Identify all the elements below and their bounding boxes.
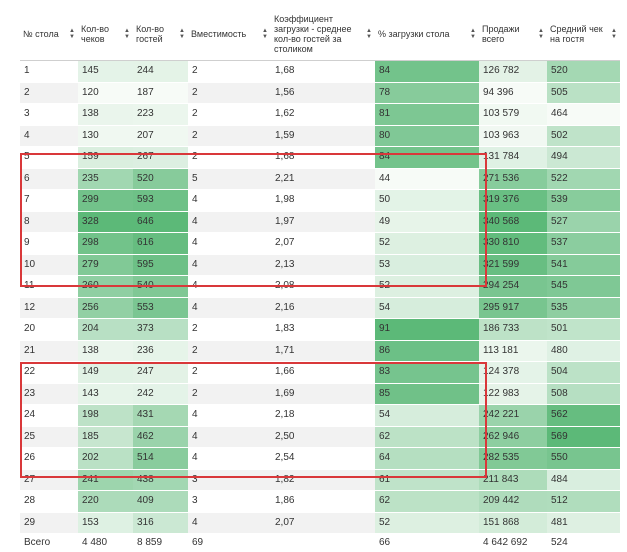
column-header-sales-total[interactable] [479, 8, 547, 61]
sales-total-cell: 330 810 [479, 233, 547, 255]
avg-check-cell: 535 [547, 297, 620, 319]
load-coefficient-cell: 1,68 [271, 147, 375, 169]
column-header-load-percent[interactable] [375, 8, 479, 61]
checks-cell: 120 [78, 82, 133, 104]
sales-total-cell: 124 378 [479, 362, 547, 384]
table-row [20, 190, 620, 212]
checks-cell: 185 [78, 426, 133, 448]
load-percent-cell: 53 [375, 254, 479, 276]
guests-cell: 267 [133, 147, 188, 169]
sales-total-cell: 209 442 [479, 491, 547, 513]
load-coefficient-cell: 1,69 [271, 383, 375, 405]
header-label: № стола [23, 29, 59, 39]
load-coefficient-cell: 2,50 [271, 426, 375, 448]
table-number-cell: 25 [20, 426, 78, 448]
capacity-cell: 2 [188, 319, 271, 341]
avg-check-cell: 537 [547, 233, 620, 255]
load-coefficient-cell: 1,82 [271, 469, 375, 491]
table-row [20, 383, 620, 405]
table-row [20, 512, 620, 534]
avg-check-cell: 494 [547, 147, 620, 169]
table-row [20, 104, 620, 126]
header-label: Кол-во гостей [136, 24, 164, 44]
checks-cell: 235 [78, 168, 133, 190]
checks-cell: 299 [78, 190, 133, 212]
data-table-container [20, 8, 620, 552]
avg-check-cell: 508 [547, 383, 620, 405]
table-row [20, 125, 620, 147]
sales-total-cell: 94 396 [479, 82, 547, 104]
capacity-cell: 2 [188, 383, 271, 405]
header-label: Средний чек на гостя [550, 24, 603, 44]
load-percent-cell: 78 [375, 82, 479, 104]
table-number-cell: 29 [20, 512, 78, 534]
avg-check-cell: 501 [547, 319, 620, 341]
header-label: Коэффициент загрузки - среднее кол-во гостей за столиком [274, 14, 352, 54]
avg-check-cell: 569 [547, 426, 620, 448]
table-number-cell: 2 [20, 82, 78, 104]
capacity-cell: 4 [188, 233, 271, 255]
capacity-cell: 2 [188, 82, 271, 104]
table-row [20, 254, 620, 276]
table-row [20, 168, 620, 190]
load-coefficient-cell: 2,21 [271, 168, 375, 190]
avg-check-cell: 550 [547, 448, 620, 470]
total-row [20, 534, 620, 552]
avg-check-cell: 520 [547, 61, 620, 83]
capacity-cell: 4 [188, 448, 271, 470]
checks-cell: 328 [78, 211, 133, 233]
guests-cell: 236 [133, 340, 188, 362]
table-row [20, 82, 620, 104]
sales-total-cell: 131 784 [479, 147, 547, 169]
load-percent-cell: 50 [375, 190, 479, 212]
load-percent-cell: 54 [375, 297, 479, 319]
column-header-load-coefficient[interactable] [271, 8, 375, 61]
sort-arrows-icon[interactable]: ▲ ▼ [179, 28, 185, 40]
sort-arrows-icon[interactable]: ▲ ▼ [366, 28, 372, 40]
table-number-cell: 20 [20, 319, 78, 341]
sales-total-cell: 271 536 [479, 168, 547, 190]
avg-check-cell: 502 [547, 125, 620, 147]
avg-check-cell: 545 [547, 276, 620, 298]
table-number-cell: 23 [20, 383, 78, 405]
load-percent-cell: 52 [375, 512, 479, 534]
load-percent-cell: 52 [375, 276, 479, 298]
avg-check-cell: 522 [547, 168, 620, 190]
load-coefficient-cell: 1,56 [271, 82, 375, 104]
sort-arrows-icon[interactable]: ▲ ▼ [611, 28, 617, 40]
load-percent-cell: 62 [375, 426, 479, 448]
load-percent-cell: 91 [375, 319, 479, 341]
table-row [20, 319, 620, 341]
sales-total-cell: 103 579 [479, 104, 547, 126]
capacity-cell: 4 [188, 211, 271, 233]
guests-cell: 409 [133, 491, 188, 513]
table-row [20, 233, 620, 255]
table-row [20, 491, 620, 513]
load-percent-cell: 85 [375, 383, 479, 405]
table-row [20, 469, 620, 491]
capacity-cell: 2 [188, 340, 271, 362]
checks-cell: 138 [78, 104, 133, 126]
avg-check-cell: 480 [547, 340, 620, 362]
avg-check-cell: 562 [547, 405, 620, 427]
capacity-cell: 4 [188, 297, 271, 319]
checks-cell: 145 [78, 61, 133, 83]
total-load-percent-cell: 66 [375, 534, 479, 552]
total-guests-cell: 8 859 [133, 534, 188, 552]
checks-cell: 220 [78, 491, 133, 513]
column-header-avg-check[interactable] [547, 8, 620, 61]
capacity-cell: 4 [188, 426, 271, 448]
table-number-cell: 10 [20, 254, 78, 276]
table-number-cell: 11 [20, 276, 78, 298]
avg-check-cell: 539 [547, 190, 620, 212]
load-coefficient-cell: 1,59 [271, 125, 375, 147]
load-percent-cell: 61 [375, 469, 479, 491]
table-body [20, 61, 620, 552]
header-label: % загрузки стола [378, 29, 450, 39]
table-number-cell: 3 [20, 104, 78, 126]
capacity-cell: 3 [188, 491, 271, 513]
column-header-capacity[interactable] [188, 8, 271, 61]
column-header-checks[interactable] [78, 8, 133, 61]
total-capacity-cell: 69 [188, 534, 271, 552]
capacity-cell: 4 [188, 254, 271, 276]
table-number-cell: 8 [20, 211, 78, 233]
total-load-coefficient-cell [271, 534, 375, 552]
guests-cell: 187 [133, 82, 188, 104]
guests-cell: 616 [133, 233, 188, 255]
table-row [20, 297, 620, 319]
total-checks-cell: 4 480 [78, 534, 133, 552]
capacity-cell: 5 [188, 168, 271, 190]
avg-check-cell: 512 [547, 491, 620, 513]
sort-arrows-icon[interactable]: ▲ ▼ [538, 28, 544, 40]
checks-cell: 298 [78, 233, 133, 255]
load-percent-cell: 62 [375, 491, 479, 513]
guests-cell: 514 [133, 448, 188, 470]
load-percent-cell: 84 [375, 147, 479, 169]
table-row [20, 448, 620, 470]
load-coefficient-cell: 1,98 [271, 190, 375, 212]
checks-cell: 202 [78, 448, 133, 470]
load-coefficient-cell: 2,18 [271, 405, 375, 427]
capacity-cell: 4 [188, 512, 271, 534]
avg-check-cell: 505 [547, 82, 620, 104]
sales-total-cell: 122 983 [479, 383, 547, 405]
sales-total-cell: 103 963 [479, 125, 547, 147]
load-coefficient-cell: 2,07 [271, 512, 375, 534]
sales-total-cell: 295 917 [479, 297, 547, 319]
sales-total-cell: 151 868 [479, 512, 547, 534]
tables-stats-table [20, 8, 620, 552]
table-row [20, 211, 620, 233]
total-avg-check-cell: 524 [547, 534, 620, 552]
sales-total-cell: 262 946 [479, 426, 547, 448]
avg-check-cell: 541 [547, 254, 620, 276]
table-row [20, 340, 620, 362]
table-number-cell: 5 [20, 147, 78, 169]
column-header-guests[interactable] [133, 8, 188, 61]
guests-cell: 431 [133, 405, 188, 427]
table-row [20, 405, 620, 427]
load-percent-cell: 84 [375, 61, 479, 83]
sales-total-cell: 113 181 [479, 340, 547, 362]
capacity-cell: 2 [188, 362, 271, 384]
load-coefficient-cell: 2,07 [271, 233, 375, 255]
sales-total-cell: 321 599 [479, 254, 547, 276]
table-number-cell: 7 [20, 190, 78, 212]
load-coefficient-cell: 2,16 [271, 297, 375, 319]
load-coefficient-cell: 1,83 [271, 319, 375, 341]
table-row [20, 362, 620, 384]
load-percent-cell: 86 [375, 340, 479, 362]
capacity-cell: 4 [188, 405, 271, 427]
total-sales-total-cell: 4 642 692 [479, 534, 547, 552]
table-row [20, 147, 620, 169]
guests-cell: 223 [133, 104, 188, 126]
load-percent-cell: 49 [375, 211, 479, 233]
guests-cell: 247 [133, 362, 188, 384]
load-coefficient-cell: 1,71 [271, 340, 375, 362]
checks-cell: 149 [78, 362, 133, 384]
checks-cell: 143 [78, 383, 133, 405]
sort-arrows-icon[interactable]: ▲ ▼ [470, 28, 476, 40]
table-number-cell: 9 [20, 233, 78, 255]
sort-arrows-icon[interactable]: ▲ ▼ [69, 28, 75, 40]
avg-check-cell: 481 [547, 512, 620, 534]
sales-total-cell: 319 376 [479, 190, 547, 212]
table-row [20, 61, 620, 83]
guests-cell: 244 [133, 61, 188, 83]
load-percent-cell: 80 [375, 125, 479, 147]
load-percent-cell: 52 [375, 233, 479, 255]
load-percent-cell: 64 [375, 448, 479, 470]
checks-cell: 138 [78, 340, 133, 362]
sales-total-cell: 126 782 [479, 61, 547, 83]
sales-total-cell: 211 843 [479, 469, 547, 491]
load-coefficient-cell: 1,86 [271, 491, 375, 513]
table-number-cell: 4 [20, 125, 78, 147]
guests-cell: 462 [133, 426, 188, 448]
table-number-cell: 24 [20, 405, 78, 427]
header-row [20, 8, 620, 61]
checks-cell: 153 [78, 512, 133, 534]
guests-cell: 242 [133, 383, 188, 405]
checks-cell: 279 [78, 254, 133, 276]
load-percent-cell: 44 [375, 168, 479, 190]
capacity-cell: 2 [188, 125, 271, 147]
table-number-cell: 12 [20, 297, 78, 319]
sales-total-cell: 282 535 [479, 448, 547, 470]
sales-total-cell: 294 254 [479, 276, 547, 298]
guests-cell: 595 [133, 254, 188, 276]
guests-cell: 316 [133, 512, 188, 534]
sort-arrows-icon[interactable]: ▲ ▼ [262, 28, 268, 40]
guests-cell: 540 [133, 276, 188, 298]
avg-check-cell: 484 [547, 469, 620, 491]
table-number-cell: 26 [20, 448, 78, 470]
load-coefficient-cell: 2,08 [271, 276, 375, 298]
load-percent-cell: 83 [375, 362, 479, 384]
avg-check-cell: 527 [547, 211, 620, 233]
guests-cell: 646 [133, 211, 188, 233]
checks-cell: 198 [78, 405, 133, 427]
load-coefficient-cell: 1,68 [271, 61, 375, 83]
capacity-cell: 2 [188, 147, 271, 169]
table-number-cell: 1 [20, 61, 78, 83]
table-header [20, 8, 620, 61]
sales-total-cell: 186 733 [479, 319, 547, 341]
load-coefficient-cell: 1,66 [271, 362, 375, 384]
table-number-cell: 27 [20, 469, 78, 491]
sort-arrows-icon[interactable]: ▲ ▼ [124, 28, 130, 40]
checks-cell: 159 [78, 147, 133, 169]
guests-cell: 553 [133, 297, 188, 319]
guests-cell: 520 [133, 168, 188, 190]
sales-total-cell: 340 568 [479, 211, 547, 233]
load-percent-cell: 81 [375, 104, 479, 126]
avg-check-cell: 464 [547, 104, 620, 126]
capacity-cell: 3 [188, 469, 271, 491]
checks-cell: 204 [78, 319, 133, 341]
table-number-cell: 21 [20, 340, 78, 362]
load-coefficient-cell: 2,54 [271, 448, 375, 470]
checks-cell: 130 [78, 125, 133, 147]
header-label: Кол-во чеков [81, 24, 109, 44]
capacity-cell: 2 [188, 61, 271, 83]
load-coefficient-cell: 1,62 [271, 104, 375, 126]
column-header-table-number[interactable] [20, 8, 78, 61]
total-table-number-cell: Всего [20, 534, 78, 552]
capacity-cell: 4 [188, 190, 271, 212]
load-coefficient-cell: 2,13 [271, 254, 375, 276]
avg-check-cell: 504 [547, 362, 620, 384]
guests-cell: 593 [133, 190, 188, 212]
header-label: Вместимость [191, 29, 247, 39]
checks-cell: 260 [78, 276, 133, 298]
table-number-cell: 6 [20, 168, 78, 190]
checks-cell: 256 [78, 297, 133, 319]
table-number-cell: 28 [20, 491, 78, 513]
load-coefficient-cell: 1,97 [271, 211, 375, 233]
load-percent-cell: 54 [375, 405, 479, 427]
header-label: Продажи всего [482, 24, 520, 44]
checks-cell: 241 [78, 469, 133, 491]
table-row [20, 276, 620, 298]
guests-cell: 373 [133, 319, 188, 341]
table-number-cell: 22 [20, 362, 78, 384]
capacity-cell: 2 [188, 104, 271, 126]
sales-total-cell: 242 221 [479, 405, 547, 427]
guests-cell: 207 [133, 125, 188, 147]
table-row [20, 426, 620, 448]
guests-cell: 438 [133, 469, 188, 491]
capacity-cell: 4 [188, 276, 271, 298]
